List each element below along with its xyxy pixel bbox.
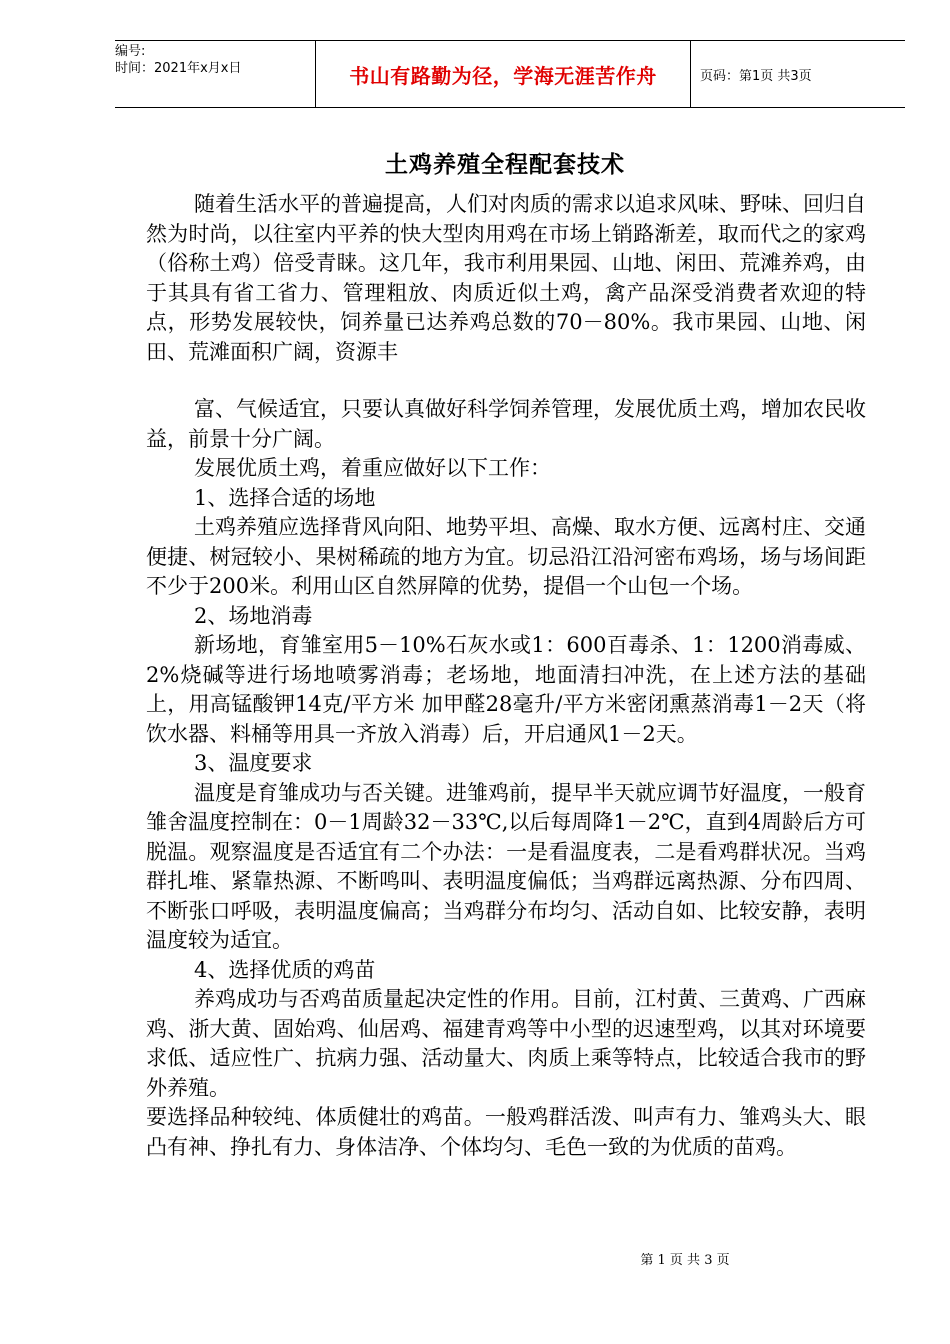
paragraph-intro: 随着生活水平的普遍提高，人们对肉质的需求以追求风味、野味、回归自然为时尚，以往室内平养的快大型肉用鸡在市场上销路渐差，取而代之的家鸡（俗称土鸡）倍受青睐。这几年，我市利用果园、山地、闲田、荒滩养鸡，由于其具有省工省力、管理粗放、肉质近似土鸡，禽产品深受消费者欢迎的特点，形势发展较快，饲养量已达养鸡总数的70－80%。我市果园、山地、闲田、荒滩面积广阔，资源丰 <box>146 192 866 364</box>
paragraph-temperature: 温度是育雏成功与否关键。进雏鸡前，提早半天就应调节好温度，一般育雏舍温度控制在：0－1周龄32－33℃,以后每周降1－2℃，直到4周龄后方可脱温。观察温度是否适宜有二个办法：一是看温度表，二是看鸡群状况。当鸡群扎堆、紧靠热源、不断鸣叫、表明温度偏低；当鸡群远离热源、分布四周、不断张口呼吸，表明温度偏高；当鸡群分布均匀、活动自如、比较安静，表明温度较为适宜。 <box>146 780 866 952</box>
number-label: 编号: <box>115 44 146 59</box>
paragraph-site: 土鸡养殖应选择背风向阳、地势平坦、高燥、取水方便、远离村庄、交通便捷、树冠较小、果树稀疏的地方为宜。切忌沿江沿河密布鸡场，场与场间距不少于200米。利用山区自然屏障的优势，提倡一个山包一个场。 <box>146 515 866 598</box>
header-table <box>115 40 905 108</box>
section-heading-3: 3、温度要求 <box>194 751 313 775</box>
document-body <box>146 190 866 1162</box>
paragraph-intro-cont: 富、气候适宜，只要认真做好科学饲养管理，发展优质土鸡，增加农民收益，前景十分广阔。 <box>146 397 866 451</box>
section-heading-1: 1、选择合适的场地 <box>194 485 376 510</box>
document-title: 土鸡养殖全程配套技术 <box>385 152 625 178</box>
paragraph-chick-breeds: 养鸡成功与否鸡苗质量起决定性的作用。目前，江村黄、三黄鸡、广西麻鸡、浙大黄、固始鸡、仙居鸡、福建青鸡等中小型的迟速型鸡，以其对环境要求低、适应性广、抗病力强、活动量大、肉质上乘等特点，比较适合我市的野外养殖。 <box>146 987 866 1100</box>
section-heading-4: 4、选择优质的鸡苗 <box>194 957 376 982</box>
header-page-info: 页码：第1页 共3页 <box>700 68 812 84</box>
header-motto: 书山有路勤为径，学海无涯苦作舟 <box>315 41 691 107</box>
paragraph-lead: 发展优质土鸡，着重应做好以下工作： <box>194 456 551 480</box>
page-footer: 第 1 页 共 3 页 <box>640 1253 730 1268</box>
time-label: 时间：2021年x月x日 <box>115 61 242 76</box>
section-heading-2: 2、场地消毒 <box>194 603 313 628</box>
header-meta <box>115 41 315 109</box>
paragraph-disinfection: 新场地，育雏室用5－10%石灰水或1：600百毒杀、1：1200消毒威、2%烧碱等进行场地喷雾消毒；老场地，地面清扫冲洗，在上述方法的基础上，用高锰酸钾14克/平方米 加甲醛28毫升/平方米密闭熏蒸消毒1－2天（将饮水器、料桶等用具一齐放入消毒）后，开启通风1－2天。 <box>146 633 866 746</box>
paragraph-chick-selection: 要选择品种较纯、体质健壮的鸡苗。一般鸡群活泼、叫声有力、雏鸡头大、眼凸有神、挣扎有力、身体洁净、个体均匀、毛色一致的为优质的苗鸡。 <box>146 1105 866 1159</box>
